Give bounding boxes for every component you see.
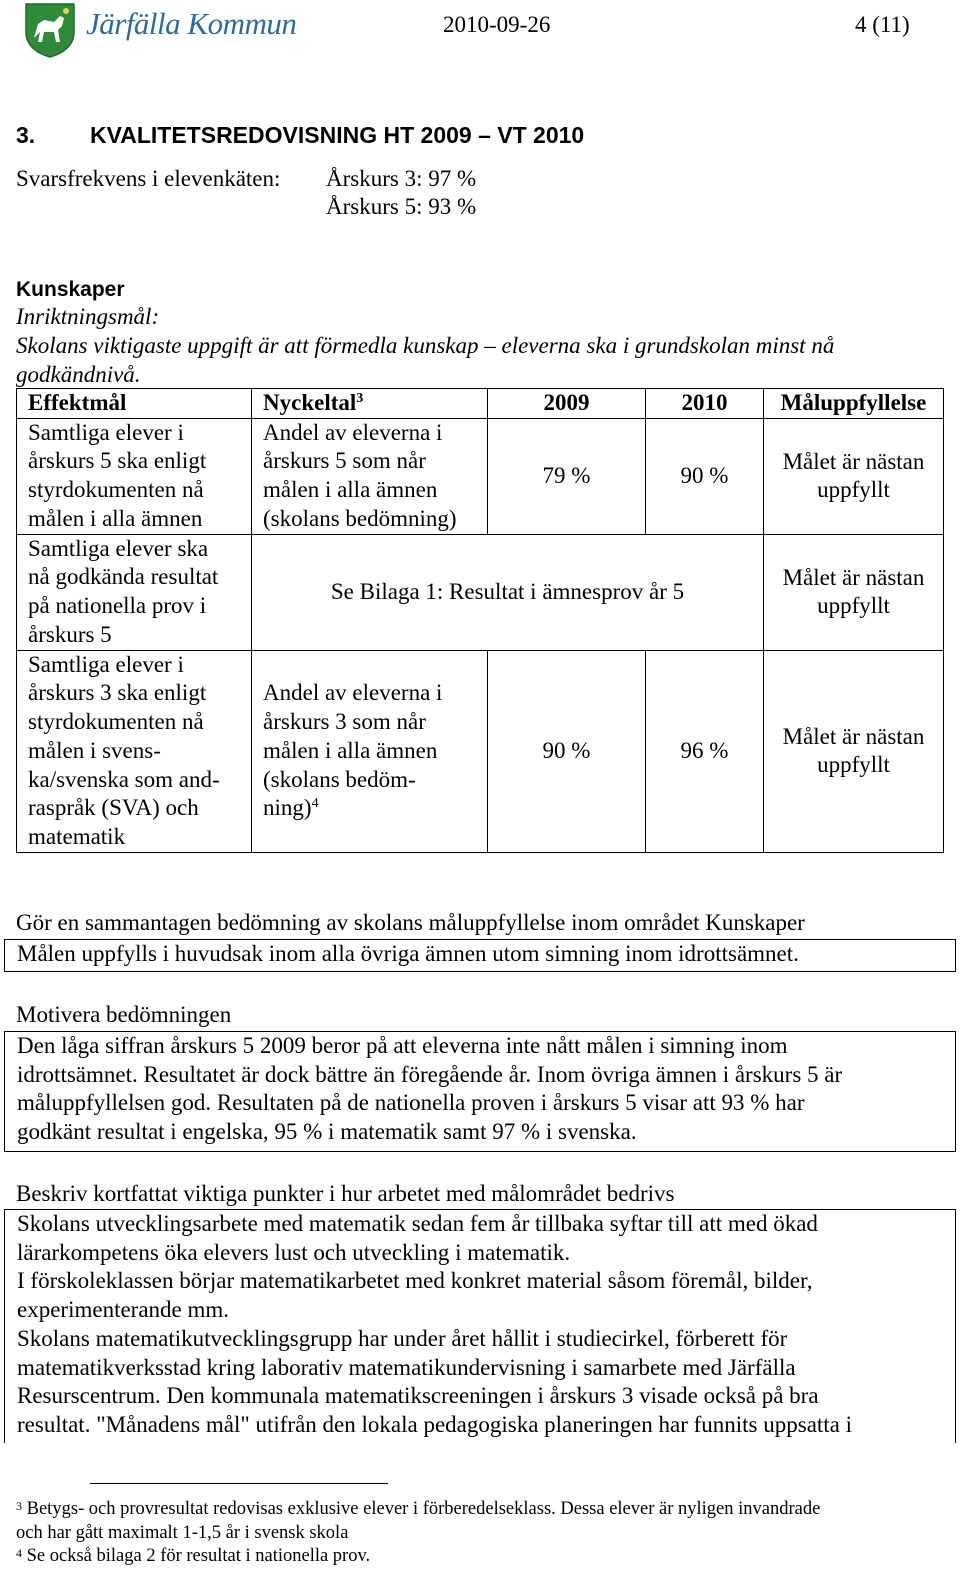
motivation-line: godkänt resultat i engelska, 95 % i matematik samt 97 % i svenska. <box>17 1119 637 1145</box>
footnote-ref-3: 3 <box>356 391 364 406</box>
goals-table <box>16 388 944 853</box>
kommun-wordmark: Järfälla Kommun <box>86 6 297 41</box>
row2-maluppfyllelse: Målet är nästan uppfyllt <box>764 534 944 650</box>
row1-effektmal: Samtliga elever i årskurs 5 ska enligt styrdokumenten nå målen i alla ämnen <box>17 418 252 534</box>
row3-nyckeltal: Andel av eleverna i årskurs 3 som når målen i alla ämnen (skolans bedöm- ning)$^4$ <box>252 650 488 852</box>
row3-value-2009: 90 % <box>488 650 646 852</box>
row3-effektmal: Samtliga elever i årskurs 3 ska enligt styrdokumenten nå målen i svens- ka/svenska som and- raspråk (SVA) och matematik <box>17 650 252 852</box>
work-line: Resurscentrum. Den kommunala matematikscreeningen i årskurs 3 visade också på bra <box>17 1383 819 1409</box>
section-heading <box>16 122 584 149</box>
row3-value-2010: 96 % <box>646 650 764 852</box>
motivation-line: Den låga siffran årskurs 5 2009 beror på att eleverna inte nått målen i simning inom <box>17 1033 788 1058</box>
work-line: matematikverksstad kring laborativ matematikundervisning i samarbete med Järfälla <box>17 1354 796 1380</box>
header-2009: 2009 <box>488 389 646 419</box>
kommun-shield-logo <box>24 2 76 58</box>
assessment-label: Gör en sammantagen bedömning av skolans måluppfyllelse inom området Kunskaper <box>16 910 805 935</box>
assessment-text: Målen uppfylls i huvudsak inom alla övriga ämnen utom simning inom idrottsämnet. <box>17 941 799 966</box>
footnote-4: $^4$ Se också bilaga 2 för resultat i nationella prov. <box>16 1546 371 1566</box>
response-rate-grade5: Årskurs 5: 93 % <box>326 194 477 219</box>
row1-nyckeltal: Andel av eleverna i årskurs 5 som når målen i alla ämnen (skolans bedömning) <box>252 418 488 534</box>
response-rate-label: Svarsfrekvens i elevenkäten: <box>16 166 281 191</box>
table-row <box>17 418 944 534</box>
motivation-label: Motivera bedömningen <box>16 1002 232 1027</box>
table-header-row <box>17 389 944 419</box>
row2-merged-reference: Se Bilaga 1: Resultat i ämnesprov år 5 <box>252 534 764 650</box>
work-line: lärarkompetens öka elevers lust och utveckling i matematik. <box>17 1239 571 1265</box>
kunskaper-heading: Kunskaper <box>16 278 125 301</box>
row2-effektmal: Samtliga elever ska nå godkända resultat på nationella prov i årskurs 5 <box>17 534 252 650</box>
work-line: resultat. "Månadens mål" utifrån den lokala pedagogiska planeringen har funnits uppsatta i <box>17 1411 853 1437</box>
response-rate-grade3: Årskurs 3: 97 % <box>326 166 477 191</box>
work-line: Skolans utvecklingsarbete med matematik sedan fem år tillbaka syftar till att med ökad <box>17 1211 818 1236</box>
document-date: 2010-09-26 <box>443 12 551 37</box>
work-box <box>4 1209 956 1443</box>
page-number: 4 (11) <box>855 12 910 37</box>
header-effektmal: Effektmål <box>17 389 252 419</box>
inriktningsmal-text-line2: godkändnivå. <box>16 362 141 387</box>
row1-maluppfyllelse: Målet är nästan uppfyllt <box>764 418 944 534</box>
motivation-line: måluppfyllelsen god. Resultaten på de nationella proven i årskurs 5 visar att 93 % har <box>17 1090 805 1116</box>
header-maluppfyllelse: Måluppfyllelse <box>764 389 944 419</box>
footnote-separator <box>90 1483 388 1484</box>
inriktningsmal-label: Inriktningsmål: <box>16 304 160 329</box>
section-number: 3. <box>16 122 36 148</box>
motivation-line: idrottsämnet. Resultatet är dock bättre än föregående år. Inom övriga ämnen i årskurs 5 är <box>17 1061 843 1087</box>
footnote-3: $^3$ Betygs- och provresultat redovisas exklusive elever i förberedelseklass. Dessa elever är nyligen invandrade och har gått maximalt 1-1,5 år i svensk skola <box>16 1499 821 1543</box>
row3-maluppfyllelse: Målet är nästan uppfyllt <box>764 650 944 852</box>
inriktningsmal-text-line1: Skolans viktigaste uppgift är att förmedla kunskap – eleverna ska i grundskolan minst nå <box>16 333 835 358</box>
work-label: Beskriv kortfattat viktiga punkter i hur arbetet med målområdet bedrivs <box>16 1181 675 1206</box>
table-row <box>17 534 944 650</box>
header-nyckeltal: Nyckeltal$^3$ <box>252 389 488 419</box>
work-line: Skolans matematikutvecklingsgrupp har under året hållit i studiecirkel, förberett för <box>17 1325 788 1351</box>
footnote-ref-4: 4 <box>311 796 319 812</box>
work-line: experimenterande mm. <box>17 1297 230 1323</box>
assessment-box <box>4 939 956 972</box>
header-2010: 2010 <box>646 389 764 419</box>
section-title: KVALITETSREDOVISNING HT 2009 – VT 2010 <box>90 122 585 148</box>
table-row <box>17 650 944 852</box>
work-line: I förskoleklassen börjar matematikarbetet med konkret material såsom föremål, bilder, <box>17 1268 813 1294</box>
row1-value-2009: 79 % <box>488 418 646 534</box>
motivation-box <box>4 1031 956 1152</box>
row1-value-2010: 90 % <box>646 418 764 534</box>
